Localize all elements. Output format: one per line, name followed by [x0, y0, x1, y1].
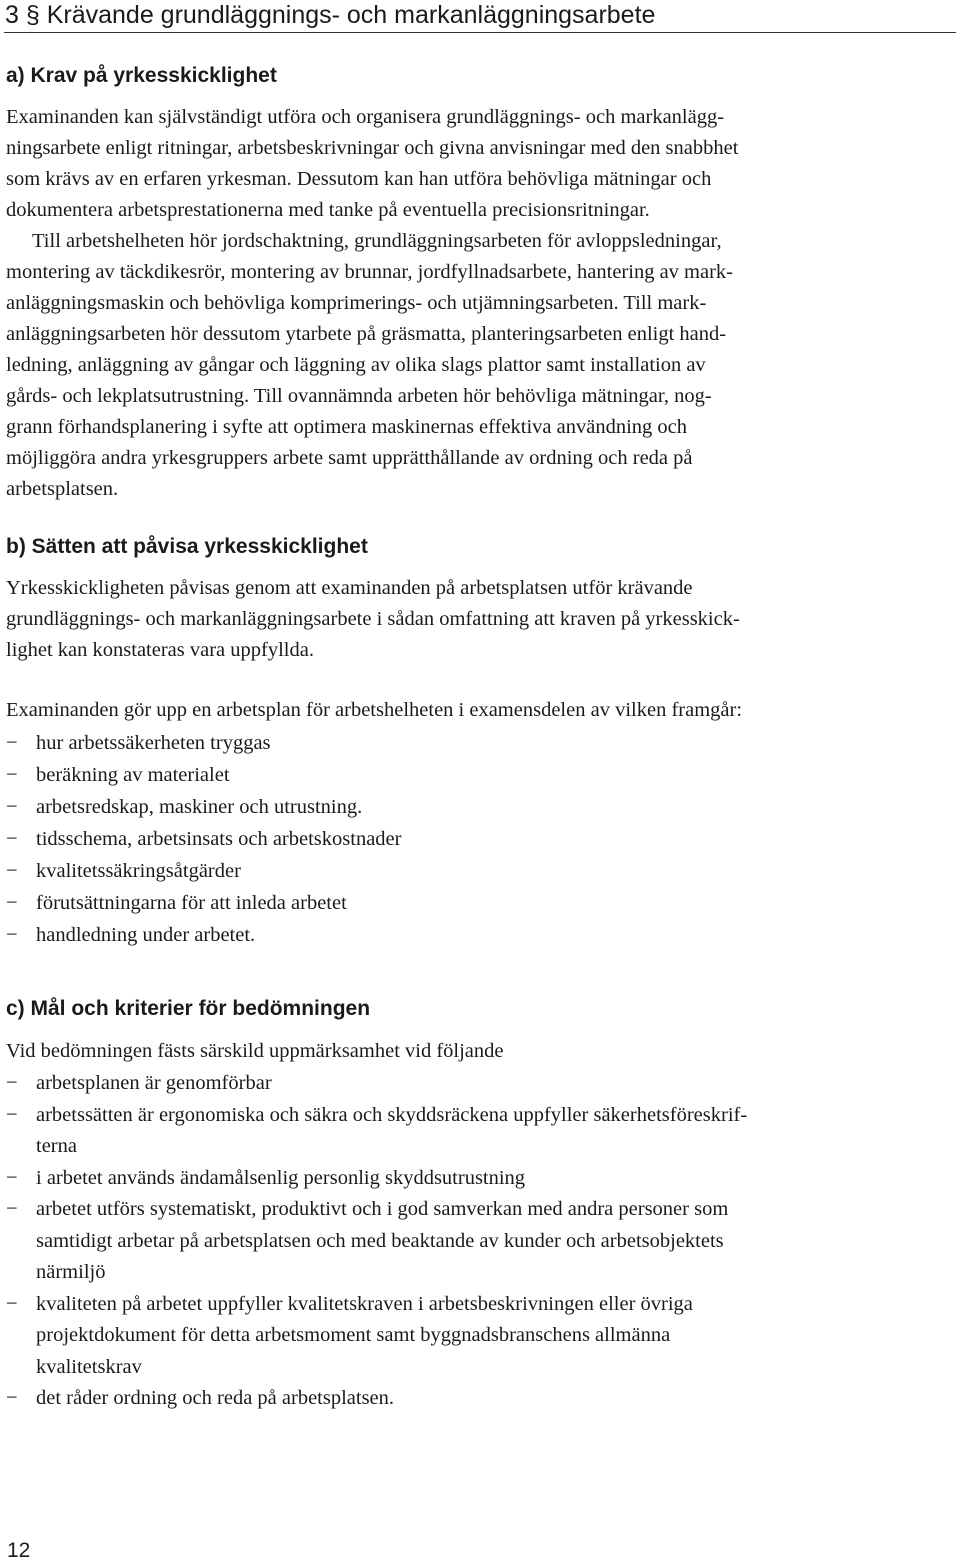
section-a-body — [6, 102, 951, 505]
section-c-list — [6, 1068, 951, 1415]
list-item: − arbetssätten är ergonomiska och säkra och skyddsräckena uppfyller säkerhetsföreskrif- terna — [6, 1100, 951, 1163]
list-item: − arbetsredskap, maskiner och utrustning. — [6, 791, 951, 823]
list-item: − tidsschema, arbetsinsats och arbetskostnader — [6, 823, 951, 855]
dash-marker: − — [6, 924, 18, 946]
section-c-heading: c) Mål och kriterier för bedömningen — [6, 997, 371, 1020]
section-a-line: anläggningsmaskin och behövliga komprimerings- och utjämningsarbeten. Till mark- — [6, 292, 707, 314]
section-c-intro-line: Vid bedömningen fästs särskild uppmärksamhet vid följande — [6, 1040, 504, 1062]
dash-marker: − — [6, 732, 18, 754]
dash-marker: − — [6, 1387, 18, 1409]
dash-marker: − — [6, 1103, 18, 1126]
list-item: − handledning under arbetet. — [6, 919, 951, 951]
dash-marker: − — [6, 892, 18, 914]
section-b-line: lighet kan konstateras vara uppfyllda. — [6, 639, 314, 661]
section-b-list — [6, 727, 951, 951]
section-a-line: grann förhandsplanering i syfte att optimera maskinernas effektiva användning och — [6, 416, 688, 438]
dash-marker: − — [6, 1198, 18, 1220]
chapter-title: 3 § Krävande grundläggnings- och markanläggningsarbete — [5, 1, 656, 29]
list-item: − kvalitetssäkringsåtgärder — [6, 855, 951, 887]
section-a-line: som krävs av en erfaren yrkesman. Dessutom kan han utföra behövliga mätningar och — [6, 168, 712, 190]
page-number: 12 — [7, 1539, 31, 1562]
section-a-line: gårds- och lekplatsutrustning. Till ovannämnda arbeten hör behövliga mätningar, nog- — [6, 385, 712, 407]
list-item: − beräkning av materialet — [6, 759, 951, 791]
dash-marker: − — [6, 1166, 18, 1189]
section-a-line: anläggningsarbeten hör dessutom ytarbete på gräsmatta, planteringsarbeten enligt hand- — [6, 323, 727, 345]
list-item: − arbetet utförs systematiskt, produktivt och i god samverkan med andra personer som samtidigt arbetar på arbetsplatsen och med beaktande av kunder och arbetsobjektets närmiljö — [6, 1194, 951, 1289]
dash-marker: − — [6, 1292, 18, 1315]
list-item: − arbetsplanen är genomförbar — [6, 1068, 951, 1100]
section-b-heading: b) Sätten att påvisa yrkesskicklighet — [6, 535, 368, 558]
section-a-line: dokumentera arbetsprestationerna med tanke på eventuella precisionsritningar. — [6, 199, 650, 221]
section-b-intro: Examinanden gör upp en arbetsplan för arbetshelheten i examensdelen av vilken framgår: — [6, 699, 743, 721]
list-item: − förutsättningarna för att inleda arbetet — [6, 887, 951, 919]
list-item: − det råder ordning och reda på arbetsplatsen. — [6, 1383, 951, 1415]
section-a-line: möjliggöra andra yrkesgruppers arbete samt upprätthållande av ordning och reda på — [6, 447, 693, 469]
section-a-line: ningsarbete enligt ritningar, arbetsbeskrivningar och givna anvisningar med den snabbhet — [6, 137, 739, 159]
dash-marker: − — [6, 796, 18, 818]
dash-marker: − — [6, 860, 18, 882]
list-item: − hur arbetssäkerheten tryggas — [6, 727, 951, 759]
section-a-line: Till arbetshelheten hör jordschaktning, grundläggningsarbeten för avloppsledningar, — [32, 230, 722, 252]
section-c-intro — [6, 1036, 951, 1067]
section-a-heading: a) Krav på yrkesskicklighet — [6, 64, 277, 87]
section-a-line: Examinanden kan självständigt utföra och organisera grundläggnings- och markanlägg- — [6, 106, 725, 128]
dash-marker: − — [6, 764, 18, 786]
section-b-line: grundläggnings- och markanläggningsarbete i sådan omfattning att kraven på yrkesskick- — [6, 608, 740, 630]
chapter-title-rule — [4, 32, 956, 33]
section-a-line: ledning, anläggning av gångar och läggning av olika slags plattor samt installation av — [6, 354, 706, 376]
section-a-line: arbetsplatsen. — [6, 478, 119, 500]
list-item: − kvaliteten på arbetet uppfyller kvalitetskraven i arbetsbeskrivningen eller övriga projektdokument för detta arbetsmoment samt byggnadsbranschens allmänna kvalitetskrav — [6, 1289, 951, 1384]
section-b-paragraph-2 — [6, 695, 951, 726]
dash-marker: − — [6, 1072, 18, 1094]
list-item: − i arbetet används ändamålsenlig personlig skyddsutrustning — [6, 1163, 951, 1195]
dash-marker: − — [6, 828, 18, 850]
section-b-paragraph-1 — [6, 573, 951, 666]
section-a-line: montering av täckdikesrör, montering av brunnar, jordfyllnadsarbete, hantering av mark- — [6, 261, 733, 283]
section-b-line: Yrkesskickligheten påvisas genom att examinanden på arbetsplatsen utför krävande — [6, 577, 693, 599]
